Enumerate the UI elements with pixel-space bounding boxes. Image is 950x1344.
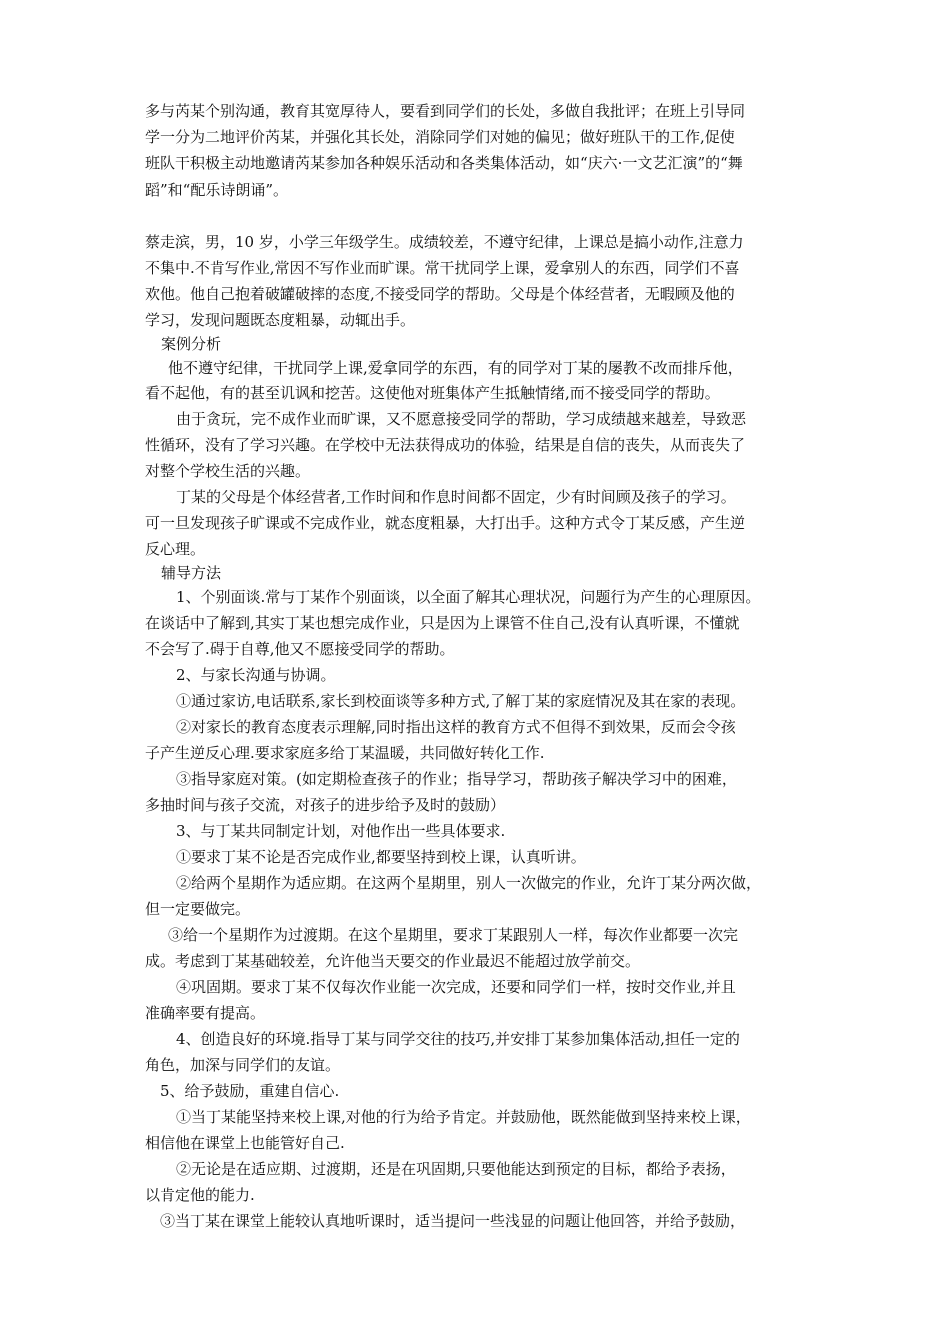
- text-line: ①通过家访,电话联系,家长到校面谈等多种方式,了解丁某的家庭情况及其在家的表现。: [176, 692, 746, 710]
- text-line: 5、给予鼓励，重建自信心.: [160, 1082, 340, 1100]
- text-line: ②无论是在适应期、过渡期，还是在巩固期,只要他能达到预定的目标，都给予表扬，: [176, 1160, 736, 1178]
- text-line: 丁某的父母是个体经营者,工作时间和作息时间都不固定，少有时间顾及孩子的学习。: [176, 488, 736, 506]
- text-line: 蔡走滨，男，10 岁，小学三年级学生。成绩较差，不遵守纪律，上课总是搞小动作,注意力: [145, 233, 744, 251]
- text-line: 班队干积极主动地邀请芮某参加各种娱乐活动和各类集体活动，如“庆六·一文艺汇演”的“舞: [145, 154, 743, 172]
- text-line: 不会写了.碍于自尊,他又不愿接受同学的帮助。: [145, 640, 455, 658]
- text-line: ③给一个星期作为过渡期。在这个星期里，要求丁某跟别人一样，每次作业都要一次完: [168, 926, 739, 944]
- text-line: ③当丁某在课堂上能较认真地听课时，适当提问一些浅显的问题让他回答，并给予鼓励，: [160, 1212, 746, 1230]
- text-line: 可一旦发现孩子旷课或不完成作业，就态度粗暴，大打出手。这种方式令丁某反感，产生逆: [145, 514, 746, 532]
- text-line: 但一定要做完。: [145, 900, 251, 918]
- text-line: 多抽时间与孩子交流，对孩子的进步给予及时的鼓励）: [145, 796, 506, 814]
- text-line: 性循环，没有了学习兴趣。在学校中无法获得成功的体验，结果是自信的丧失，从而丧失了: [145, 436, 746, 454]
- text-line: ②对家长的教育态度表示理解,同时指出这样的教育方式不但得不到效果，反而会令孩: [176, 718, 736, 736]
- text-line: 他不遵守纪律，干扰同学上课,爱拿同学的东西，有的同学对丁某的屡教不改而排斥他，: [168, 359, 743, 377]
- text-line: 多与芮某个别沟通，教育其宽厚待人，要看到同学们的长处，多做自我批评；在班上引导同: [145, 102, 746, 120]
- text-line: 学一分为二地评价芮某，并强化其长处，消除同学们对她的偏见；做好班队干的工作,促使: [145, 128, 735, 146]
- text-line: 2、与家长沟通与协调。: [176, 666, 336, 684]
- text-line: 学习，发现问题既态度粗暴，动辄出手。: [145, 311, 416, 329]
- text-line: 子产生逆反心理.要求家庭多给丁某温暖，共同做好转化工作.: [145, 744, 545, 762]
- text-line: 准确率要有提高。: [145, 1004, 266, 1022]
- section-heading: 辅导方法: [161, 564, 222, 582]
- text-line: 欢他。他自己抱着破罐破摔的态度,不接受同学的帮助。父母是个体经营者，无暇顾及他的: [145, 285, 735, 303]
- text-line: ①要求丁某不论是否完成作业,都要坚持到校上课，认真听讲。: [176, 848, 586, 866]
- section-heading: 案例分析: [161, 335, 222, 353]
- text-line: 看不起他，有的甚至讥讽和挖苦。这使他对班集体产生抵触情绪,而不接受同学的帮助。: [145, 384, 720, 402]
- text-line: 成。考虑到丁某基础较差，允许他当天要交的作业最迟不能超过放学前交。: [145, 952, 641, 970]
- text-line: 角色，加深与同学们的友谊。: [145, 1056, 341, 1074]
- text-line: 4、创造良好的环境.指导丁某与同学交往的技巧,并安排丁某参加集体活动,担任一定的: [176, 1030, 740, 1048]
- text-line: 1、个别面谈.常与丁某作个别面谈，以全面了解其心理状况，问题行为产生的心理原因。: [176, 588, 761, 606]
- text-line: ④巩固期。要求丁某不仅每次作业能一次完成，还要和同学们一样，按时交作业,并且: [176, 978, 736, 996]
- text-line: 蹈”和“配乐诗朗诵”。: [145, 181, 289, 199]
- text-line: 反心理。: [145, 540, 206, 558]
- text-line: 相信他在课堂上也能管好自己.: [145, 1134, 345, 1152]
- text-line: 3、与丁某共同制定计划，对他作出一些具体要求.: [176, 822, 506, 840]
- text-line: 不集中.不肯写作业,常因不写作业而旷课。常干扰同学上课，爱拿别人的东西，同学们不喜: [145, 259, 740, 277]
- text-line: 在谈话中了解到,其实丁某也想完成作业，只是因为上课管不住自己,没有认真听课，不懂就: [145, 614, 740, 632]
- text-line: ②给两个星期作为适应期。在这两个星期里，别人一次做完的作业，允许丁某分两次做，: [176, 874, 762, 892]
- text-line: 以肯定他的能力.: [145, 1186, 255, 1204]
- text-line: 对整个学校生活的兴趣。: [145, 462, 311, 480]
- text-line: ①当丁某能坚持来校上课,对他的行为给予肯定。并鼓励他，既然能做到坚持来校上课，: [176, 1108, 751, 1126]
- text-line: ③指导家庭对策。(如定期检查孩子的作业；指导学习，帮助孩子解决学习中的困难，: [176, 770, 737, 788]
- text-line: 由于贪玩，完不成作业而旷课，又不愿意接受同学的帮助，学习成绩越来越差，导致恶: [176, 410, 747, 428]
